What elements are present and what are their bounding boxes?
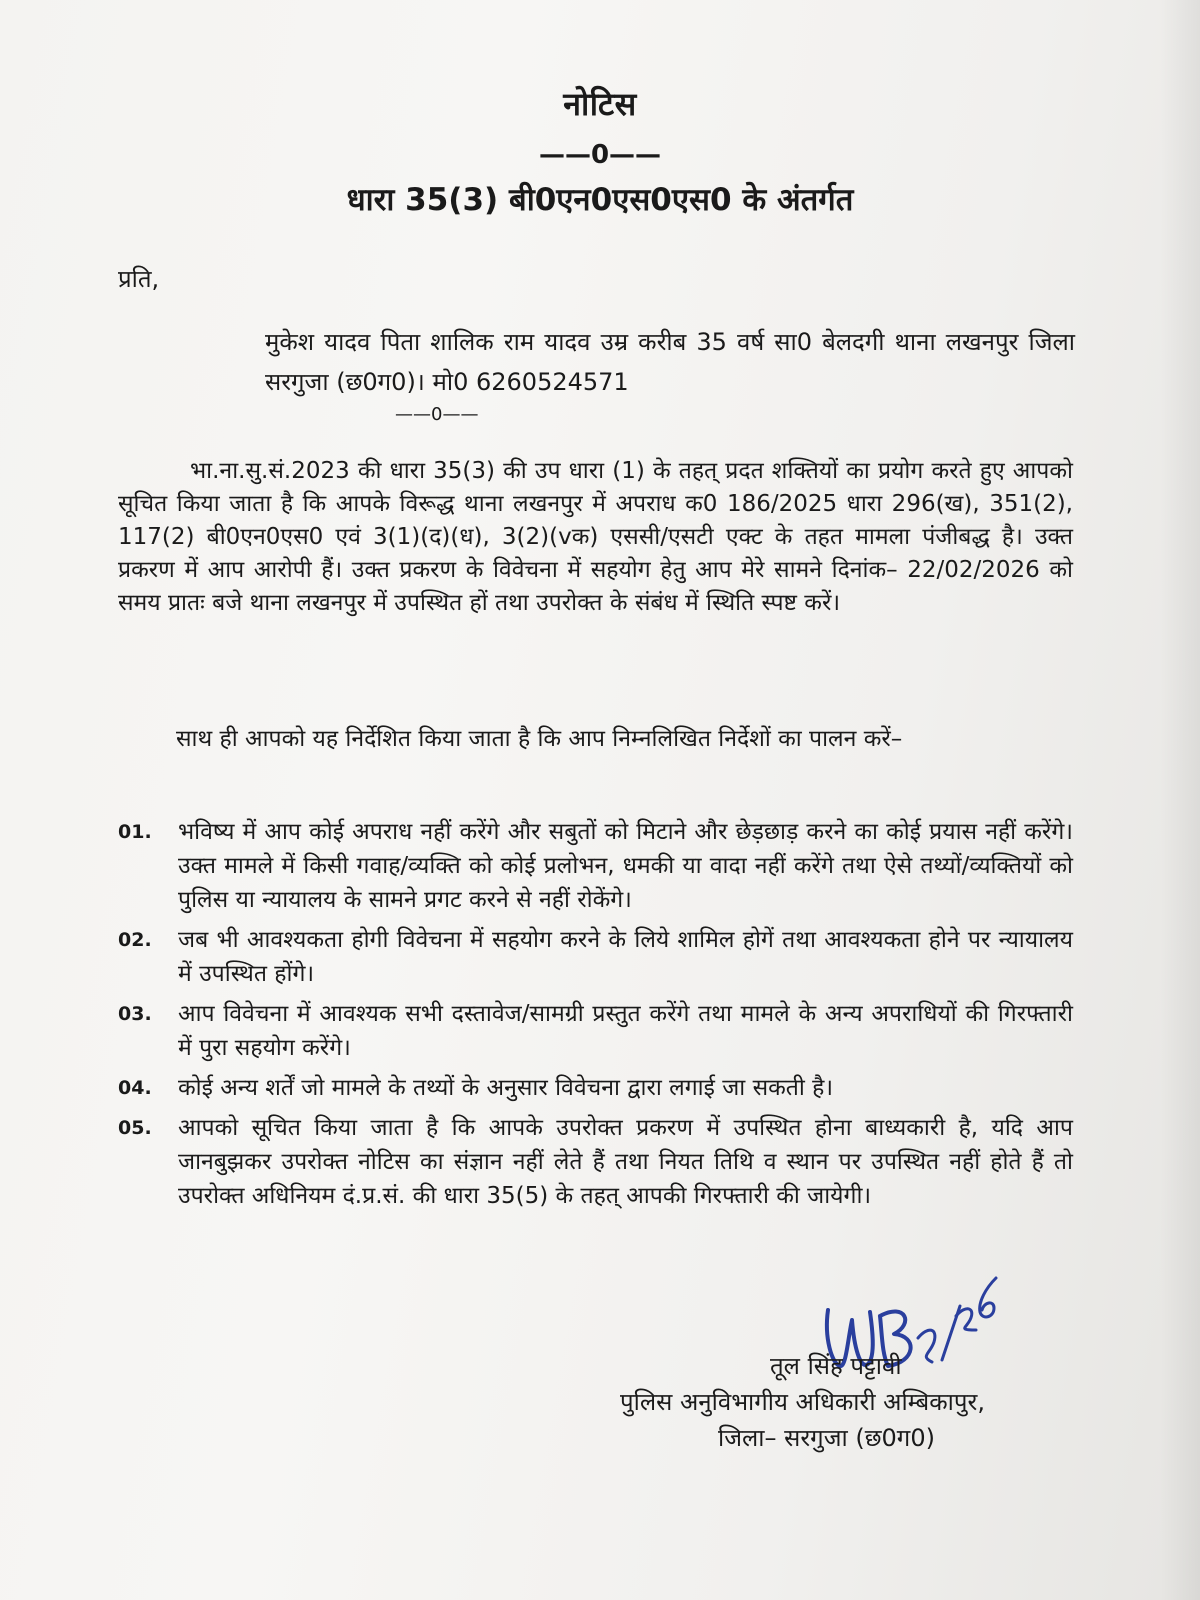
signature-stroke [980,1278,996,1317]
directive-number: 04. [118,1077,152,1099]
directive-item [118,815,1073,917]
directive-number: 02. [118,929,152,951]
directive-number: 01. [118,821,152,843]
directive-text: जब भी आवश्यकता होगी विवेचना में सहयोग करने के लिये शामिल होगें तथा आवश्यकता होने पर न्यायालय में उपस्थित होंगे। [178,927,1073,987]
recipient-separator: ——0—— [395,404,479,425]
salutation: प्रति, [118,265,160,293]
document-title: नोटिस [563,85,637,123]
document-subtitle: धारा 35(3) बी0एन0एस0एस0 के अंतर्गत [346,182,854,218]
directive-number: 03. [118,1003,152,1025]
directive-text: भविष्य में आप कोई अपराध नहीं करेंगे और सबुतों को मिटाने और छेड़छाड़ करने का कोई प्रयास नहीं करेंगे। उक्त मामले में किसी गवाह/व्यक्ति को कोई प्रलोभन, धमकी या वादा नहीं करेंगे तथा ऐसे तथ्यों/व्यक्तियों को पुलिस या न्यायालय के सामने प्रगट करने से नहीं रोकेंगे। [178,819,1073,913]
directive-text: कोई अन्य शर्तें जो मामले के तथ्यों के अनुसार विवेचना द्वारा लगाई जा सकती है। [178,1075,834,1101]
notice-paragraph-directions: साथ ही आपको यह निर्देशित किया जाता है कि आप निम्नलिखित निर्देशों का पालन करें– [176,726,903,752]
directive-item [118,923,1073,991]
directive-text: आपको सूचित किया जाता है कि आपके उपरोक्त प्रकरण में उपस्थित होना बाध्यकारी है, यदि आप जानबुझकर उपरोक्त नोटिस का संज्ञान नहीं लेते हैं तथा नियत तिथि व स्थान पर उपस्थित नहीं होते हैं तो उपरोक्त अधिनियम दं.प्र.सं. की धारा 35(5) के तहत् आपकी गिरफ्तारी की जायेगी। [178,1115,1073,1209]
directive-item [118,997,1073,1065]
recipient-address: मुकेश यादव पिता शालिक राम यादव उम्र करीब 35 वर्ष सा0 बेलदगी थाना लखनपुर जिला सरगुजा (छ0ग0)। मो0 6260524571 [265,328,1075,396]
page-edge-shadow [1160,0,1200,1600]
signatory-designation: पुलिस अनुविभागीय अधिकारी अम्बिकापुर, [620,1388,985,1416]
signatory-name: तूल सिंह पट्टावी [770,1352,902,1380]
signatory-district: जिला– सरगुजा (छ0ग0) [718,1424,935,1452]
directive-item [118,1111,1073,1213]
directive-item [118,1071,1073,1105]
signatory-block [620,1348,1090,1456]
notice-paragraph-main: भा.ना.सु.सं.2023 की धारा 35(3) की उप धारा (1) के तहत् प्रदत शक्तियों का प्रयोग करते हुए आपको सूचित किया जाता है कि आपके विरूद्ध थाना लखनपुर में अपराध क0 186/2025 धारा 296(ख), 351(2), 117(2) बी0एन0एस0 एवं 3(1)(द)(ध), 3(2)(vक) एससी/एसटी एक्ट के तहत मामला पंजीबद्ध है। उक्त प्रकरण में आप आरोपी हैं। उक्त प्रकरण के विवेचना में सहयोग हेतु आप मेरे सामने दिनांक– 22/02/2026 को समय प्रातः बजे थाना लखनपुर में उपस्थित हों तथा उपरोक्त के संबंध में स्थिति स्पष्ट करें। [118,458,1073,616]
directive-number: 05. [118,1117,152,1139]
directive-text: आप विवेचना में आवश्यक सभी दस्तावेज/सामग्री प्रस्तुत करेंगे तथा मामले के अन्य अपराधियों की गिरफ्तारी में पुरा सहयोग करेंगे। [178,1001,1073,1061]
directives-list [118,815,1073,1219]
signature-stroke [956,1309,976,1330]
title-separator: ——0—— [538,140,662,170]
